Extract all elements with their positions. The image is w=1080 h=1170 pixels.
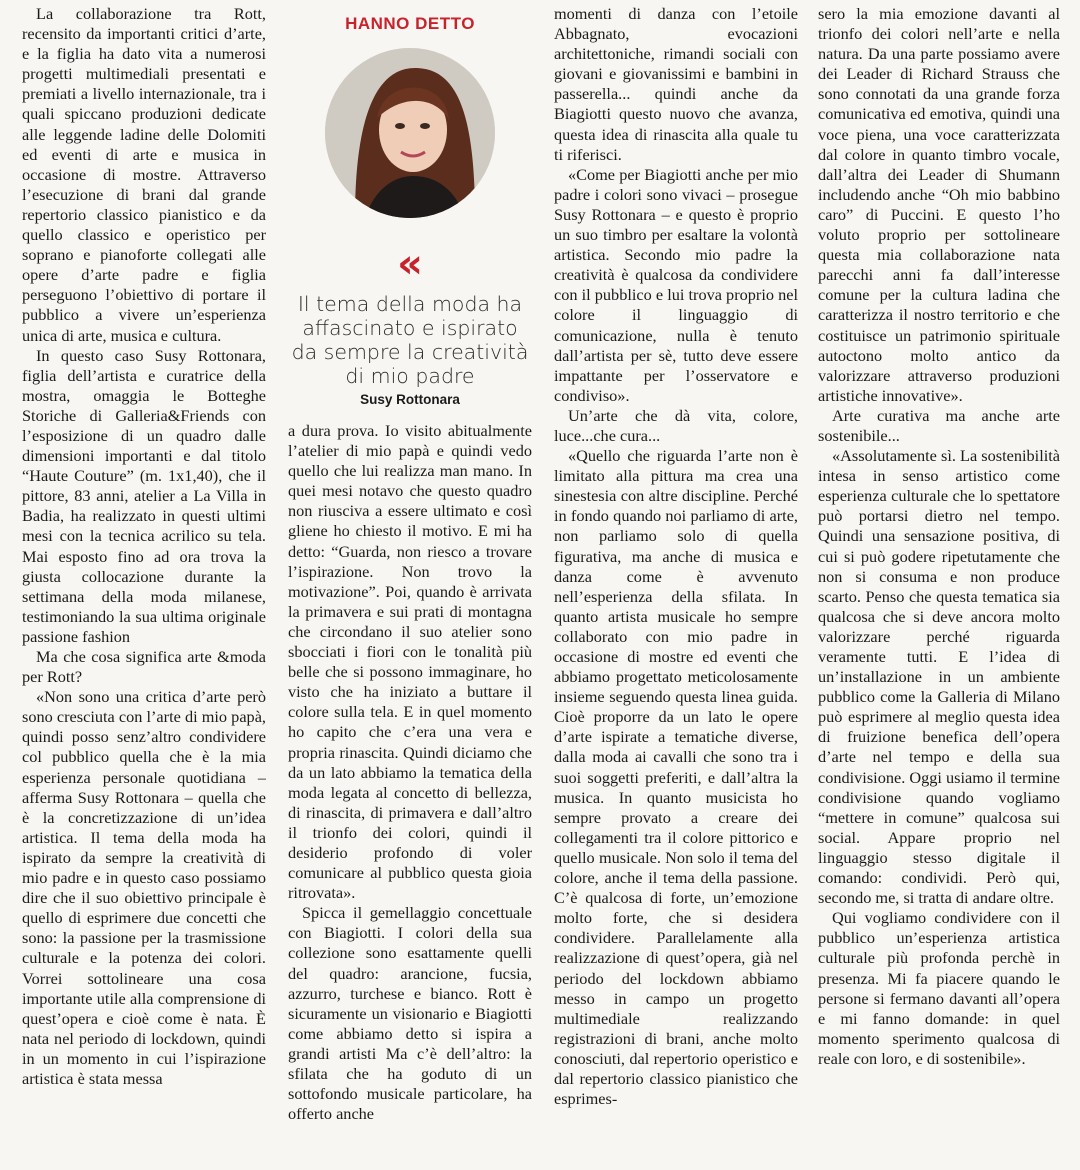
paragraph: sero la mia emozione davanti al trionfo dei colori nell’arte e nella natura. Da una parte possiamo avere dei Leader di Richard Strauss che sono connotati da una grande forza comunicativa ed emotiva, quindi una voce piena, una voce caratterizzata dal colore in quanto timbro vocale, dall’altra dei Leader di Shumann includendo anche “Oh mio babbino caro” di Puccini. E questo l’ho voluto proprio per sottolineare questa mia collaborazione nata parecchi anni fa dall’interesse comune per la cultura ladina che caratterizza il nostro territorio e che costituisce un patrimonio spirituale autoctono molto antico da valorizzare attraverso produzioni artistiche innovative».	[818, 4, 1060, 405]
paragraph: Arte curativa ma anche arte sostenibile...	[818, 405, 1060, 445]
paragraph: «Come per Biagiotti anche per mio padre i colori sono vivaci – prosegue Susy Rottonara – e questo è proprio un suo timbro per esaltare la volontà artistica. Secondo mio padre la creatività è qualcosa da condividere con il pubblico e lui trova proprio nel colore il linguaggio di comunicazione, nulla è tenuto dall’artista per sè, tutto deve essere impattante per l’osservatore e condiviso».	[554, 164, 798, 405]
paragraph: Ma che cosa significa arte &moda per Rott?	[22, 647, 266, 687]
article-column-1	[22, 4, 266, 1166]
article-column-4	[818, 4, 1060, 1166]
pull-quote-author: Susy Rottonara	[360, 392, 460, 407]
paragraph: «Non sono una critica d’arte però sono cresciuta con l’arte di mio papà, quindi posso senz’altro condividere col pubblico quella che è la mia esperienza personale quotidiana – afferma Susy Rottonara – quella che è la concretizzazione di un’idea artistica. Il tema della moda ha ispirato da sempre la creatività di mio padre e in questo caso possiamo dire che il suo obiettivo principale è quello di esprimere due concetti che sono: la passione per la trasmissione culturale e la potenza dei colori. Vorrei sottolineare una cosa importante utile alla comprensione di quest’opera e cioè come è nata. È nata nel periodo di lockdown, quindi in un momento in cui l’ispirazione artistica è stata messa	[22, 687, 266, 1088]
quote-mark-icon: «	[397, 241, 423, 287]
paragraph: Un’arte che dà vita, colore, luce...che cura...	[554, 405, 798, 445]
article-column-2	[288, 421, 532, 1166]
paragraph: Spicca il gemellaggio concettuale con Biagiotti. I colori della sua collezione sono esattamente quelli del quadro: arancione, fucsia, azzurro, turchese e bianco. Rott è sicuramente un visionario e Biagiotti come abbiamo detto si ispira a grandi artisti Ma c’è dell’altro: la sfilata che ha goduto di un sottofondo musicale particolare, ha offerto anche	[288, 903, 532, 1124]
paragraph: «Assolutamente sì. La sostenibilità intesa in senso artistico come esperienza culturale che lo spettatore può portarsi dietro nel tempo. Quindi una sensazione positiva, di cui si può godere ripetutamente che non si consuma e non produce scarto. Penso che questa tematica sia qualcosa che si deve ancora molto valorizzare perché riguarda veramente tutti. E l’idea di un’installazione in un ambiente pubblico come la Galleria di Milano può esprimere al meglio questa idea di fruizione benefica dell’opera d’arte nel tempo e della sua condivisione. Oggi usiamo il termine condivisione quando vogliamo “mettere in comune” qualcosa sui social. Appare proprio nel linguaggio stesso digitale il comando: condividi. Però qui, secondo me, si tratta di andare oltre.	[818, 446, 1060, 908]
pull-quote-box	[283, 0, 537, 410]
portrait-photo	[325, 48, 495, 218]
pull-quote-text: Il tema della moda ha affascinato e ispirato da sempre la creatività di mio padre	[291, 292, 529, 388]
article-column-3	[554, 4, 798, 1166]
paragraph: momenti di danza con l’etoile Abbagnato, evocazioni architettoniche, rimandi sociali con giovani e giovanissimi e bambini in passerella... quindi anche da Biagiotti questo nuovo che avanza, questa idea di rinascita alla quale tu ti riferisci.	[554, 4, 798, 164]
paragraph: «Quello che riguarda l’arte non è limitato alla pittura ma crea una sinestesia con altre discipline. Perché in fondo quando noi parliamo di arte, non parliamo solo di quella figurativa, ma anche di musica e danza come è avvenuto nell’esperienza della sfilata. In quanto artista musicale ho sempre collaborato con mio padre in occasione di mostre ed eventi che abbiamo progettato meticolosamente insieme seguendo questa linea guida. Cioè proporre da un lato le opere d’arte ispirate a tematiche diverse, dalla moda ai cavalli che sono tra i suoi soggetti preferiti, e dall’altra la musica. In quanto musicista ho sempre provato a creare dei collegamenti tra il colore pittorico e quello musicale. Non solo il tema del colore, anche il tema della passione. C’è qualcosa di forte, un’emozione molto forte, che si desidera condividere. Parallelamente alla realizzazione di quest’opera, già nel periodo del lockdown abbiamo messo in campo un progetto multimediale realizzando registrazioni di brani, anche molto conosciuti, dal repertorio operistico e dal repertorio classico pianistico che esprimes-	[554, 446, 798, 1109]
paragraph: In questo caso Susy Rottonara, figlia dell’artista e curatrice della mostra, omaggia le Botteghe Storiche di Galleria&Friends con l’esposizione di un quadro dalle dimensioni importanti e dal titolo “Haute Couture” (m. 1x1,40), che il pittore, 83 anni, atelier a La Villa in Badia, ha realizzato in questi ultimi mesi con la tecnica acrilico su tela. Mai esposto fino ad ora trova la giusta collocazione durante la settimana della moda milanese, testimoniando la sua ultima originale passione fashion	[22, 345, 266, 646]
paragraph: La collaborazione tra Rott, recensito da importanti critici d’arte, e la figlia ha dato vita a numerosi progetti multimediali presentati e premiati a livello internazionale, tra i quali spiccano produzioni dedicate alle leggende ladine delle Dolomiti ed eventi di arte e musica in occasione di mostre. Attraverso l’esecuzione di brani dal grande repertorio classico pianistico e da quello classico e operistico per soprano e pianoforte collegati alle opere d’arte padre e figlia perseguono l’obiettivo di portare il pubblico a vivere un’esperienza unica di arte, musica e cultura.	[22, 4, 266, 345]
section-kicker: HANNO DETTO	[345, 14, 475, 33]
paragraph: a dura prova. Io visito abitualmente l’atelier di mio papà e quindi vedo quello che lui realizza man mano. In quei mesi notavo che questo quadro non riusciva a essere ultimato e così gliene ho chiesto il motivo. E mi ha detto: “Guarda, non riesco a trovare l’ispirazione. Non trovo la motivazione”. Poi, quando è arrivata la primavera e sui prati di montagna che circondano il suo atelier sono sbocciati i fiori con le tonalità più belle che si possono immaginare, ho visto che ha iniziato a buttare il colore sulla tela. E in quel momento ho capito che c’era una vera e propria rinascita. Quindi diciamo che da un lato abbiamo la tematica della moda legata al concetto di bellezza, di rinascita, di primavera e dall’altro il trionfo dei colori, quindi il desiderio profondo di voler comunicare al pubblico questa gioia ritrovata».	[288, 421, 532, 903]
paragraph: Qui vogliamo condividere con il pubblico un’esperienza artistica culturale più profonda perchè in presenza. Mi fa piacere quando le persone si fermano davanti all’opera e mi fanno domande: in quel momento sperimento qualcosa di reale con loro, e di sostenibile».	[818, 908, 1060, 1068]
